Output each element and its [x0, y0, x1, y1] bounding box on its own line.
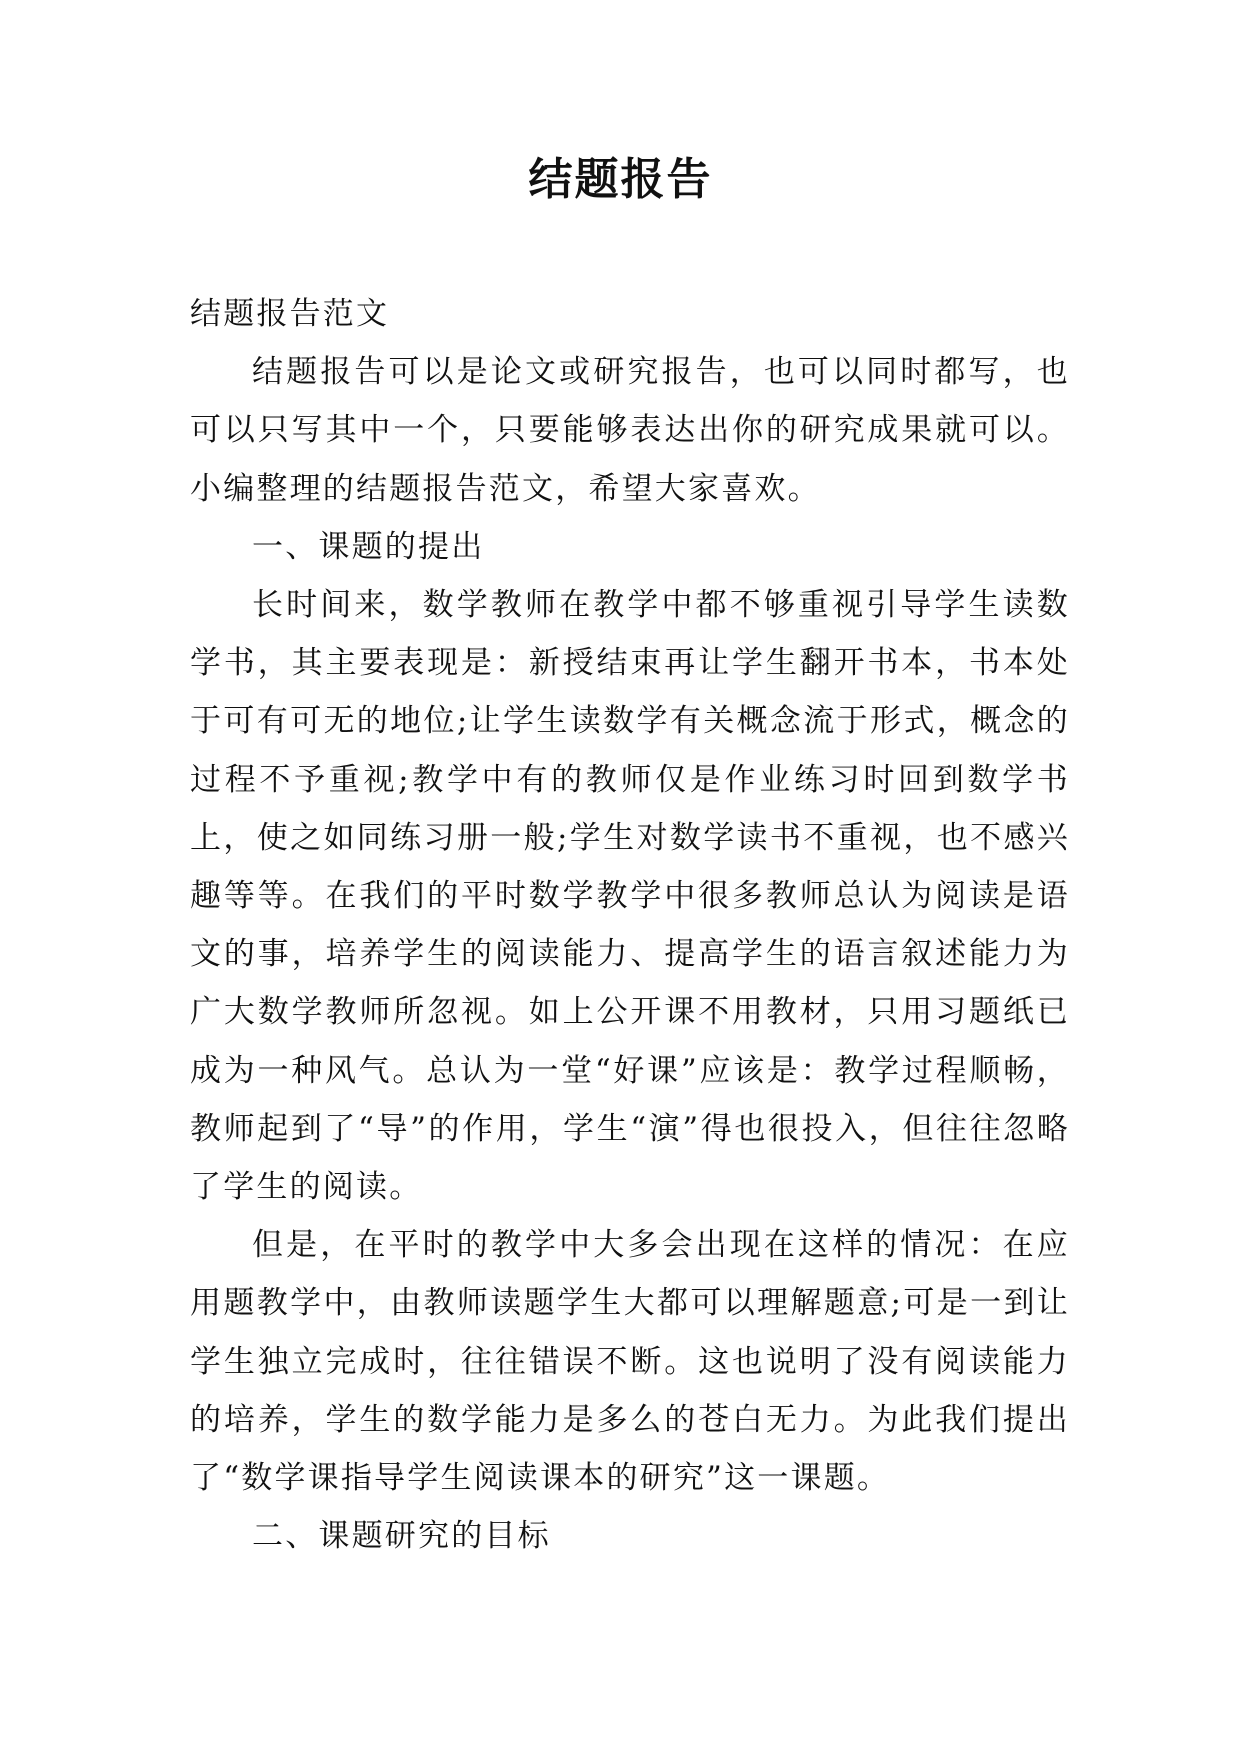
document-title: 结题报告 [528, 154, 713, 205]
document-subtitle: 结题报告范文 [190, 296, 390, 332]
body-paragraph-1: 长时间来，数学教师在教学中都不够重视引导学生读数学书，其主要表现是：新授结束再让学生翻开书本，书本处于可有可无的地位;让学生读数学有关概念流于形式，概念的过程不予重视;教学中有的教师仅是作业练习时回到数学书上，使之如同练习册一般;学生对数学读书不重视，也不感兴趣等等。在我们的平时数学教学中很多教师总认为阅读是语文的事，培养学生的阅读能力、提高学生的语言叙述能力为广大数学教师所忽视。如上公开课不用教材，只用习题纸已成为一种风气。总认为一堂“好课”应该是：教学过程顺畅，教师起到了“导”的作用，学生“演”得也很投入，但往往忽略了学生的阅读。 [190, 587, 1070, 1206]
body-paragraph-2: 但是，在平时的教学中大多会出现在这样的情况：在应用题教学中，由教师读题学生大都可以理解题意;可是一到让学生独立完成时，往往错误不断。这也说明了没有阅读能力的培养，学生的数学能力是多么的苍白无力。为此我们提出了“数学课指导学生阅读课本的研究”这一课题。 [190, 1227, 1070, 1497]
document-body [190, 285, 1070, 1565]
intro-paragraph: 结题报告可以是论文或研究报告，也可以同时都写，也可以只写其中一个，只要能够表达出你的研究成果就可以。小编整理的结题报告范文，希望大家喜欢。 [190, 354, 1070, 507]
section-heading-2: 二、课题研究的目标 [252, 1518, 551, 1555]
section-heading-1: 一、课题的提出 [252, 528, 485, 565]
